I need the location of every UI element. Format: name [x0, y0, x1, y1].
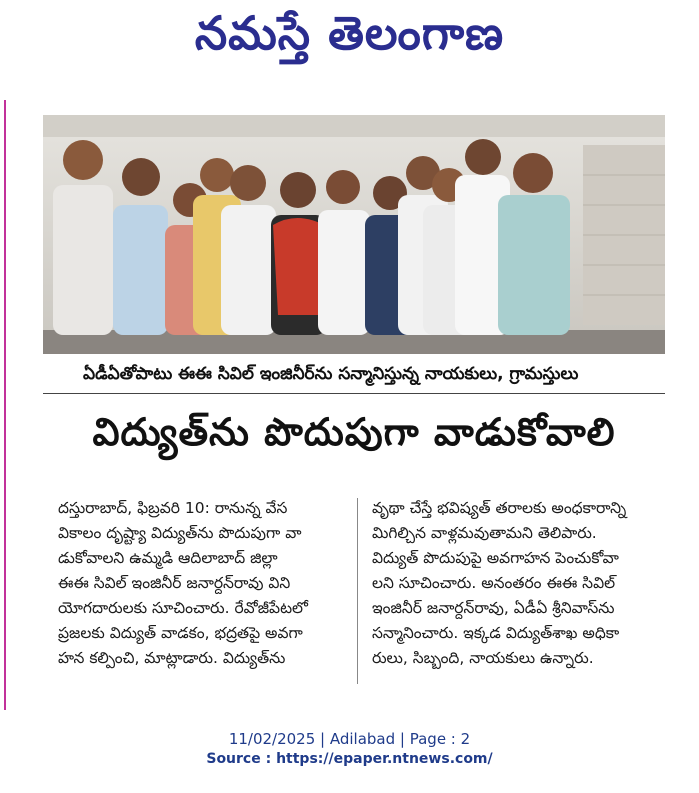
article-column-left [58, 496, 348, 671]
group-photo-image [43, 115, 665, 354]
article-line: హన కల్పించి, మాట్లాడారు. విద్యుత్‌ను [58, 649, 286, 667]
photo-caption-block [43, 358, 665, 394]
article-line: మిగిల్చిన వాళ్లమవుతామని తెలిపారు. [372, 524, 597, 542]
article-line: వికాలం దృష్ట్యా విద్యుత్‌ను పొదుపుగా వా [58, 524, 302, 542]
article-line: ఈఈ సివిల్ ఇంజినీర్ జనార్దన్‌రావు విని [58, 574, 291, 592]
article-line: యోగదారులకు సూచించారు. రేవోజీపేటలో [58, 599, 308, 617]
article-line: సన్మానించారు. ఇక్కడ విద్యుత్‌శాఖ అధికా [372, 624, 620, 642]
article-line: విద్యుత్ పొదుపుపై అవగాహన పెంచుకోవా [372, 549, 619, 567]
news-photo [43, 115, 665, 354]
edition-info: 11/02/2025 | Adilabad | Page : 2 [228, 730, 471, 748]
article-line: దస్తురాబాద్, ఫిబ్రవరి 10: రానున్న వేస [58, 499, 288, 517]
article-line: ఇంజినీర్ జనార్దన్‌రావు, ఏడీఏ శ్రీనివాస్‌ను [372, 599, 615, 617]
article-column-right [372, 496, 672, 671]
source-link[interactable]: Source : https://epaper.ntnews.com/ [206, 751, 493, 767]
article-line: రులు, సిబ్బంది, నాయకులు ఉన్నారు. [372, 649, 594, 667]
page-accent-rule [4, 100, 6, 710]
source-footer [0, 730, 699, 767]
article-line: వృథా చేస్తే భవిష్యత్ తరాలకు అంధకారాన్ని [372, 499, 627, 517]
article-headline: విద్యుత్‌ను పొదుపుగా వాడుకోవాలి [92, 410, 616, 454]
article-line: ప్రజలకు విద్యుత్ వాడకం, భద్రతపై అవగా [58, 624, 303, 642]
newspaper-masthead [0, 0, 699, 78]
masthead-title: నమస్తే తెలంగాణ [194, 6, 505, 60]
column-divider [357, 498, 358, 684]
article-line: డుకోవాలని ఉమ్మడి ఆదిలాబాద్ జిల్లా [58, 549, 278, 567]
article-line: లని సూచించారు. అనంతరం ఈఈ సివిల్ [372, 574, 616, 592]
caption-underline [43, 393, 665, 394]
photo-caption: ఏడీఏతోపాటు ఈఈ సివిల్ ఇంజినీర్‌ను సన్మానిస్తున్న నాయకులు, గ్రామస్తులు [83, 364, 579, 384]
